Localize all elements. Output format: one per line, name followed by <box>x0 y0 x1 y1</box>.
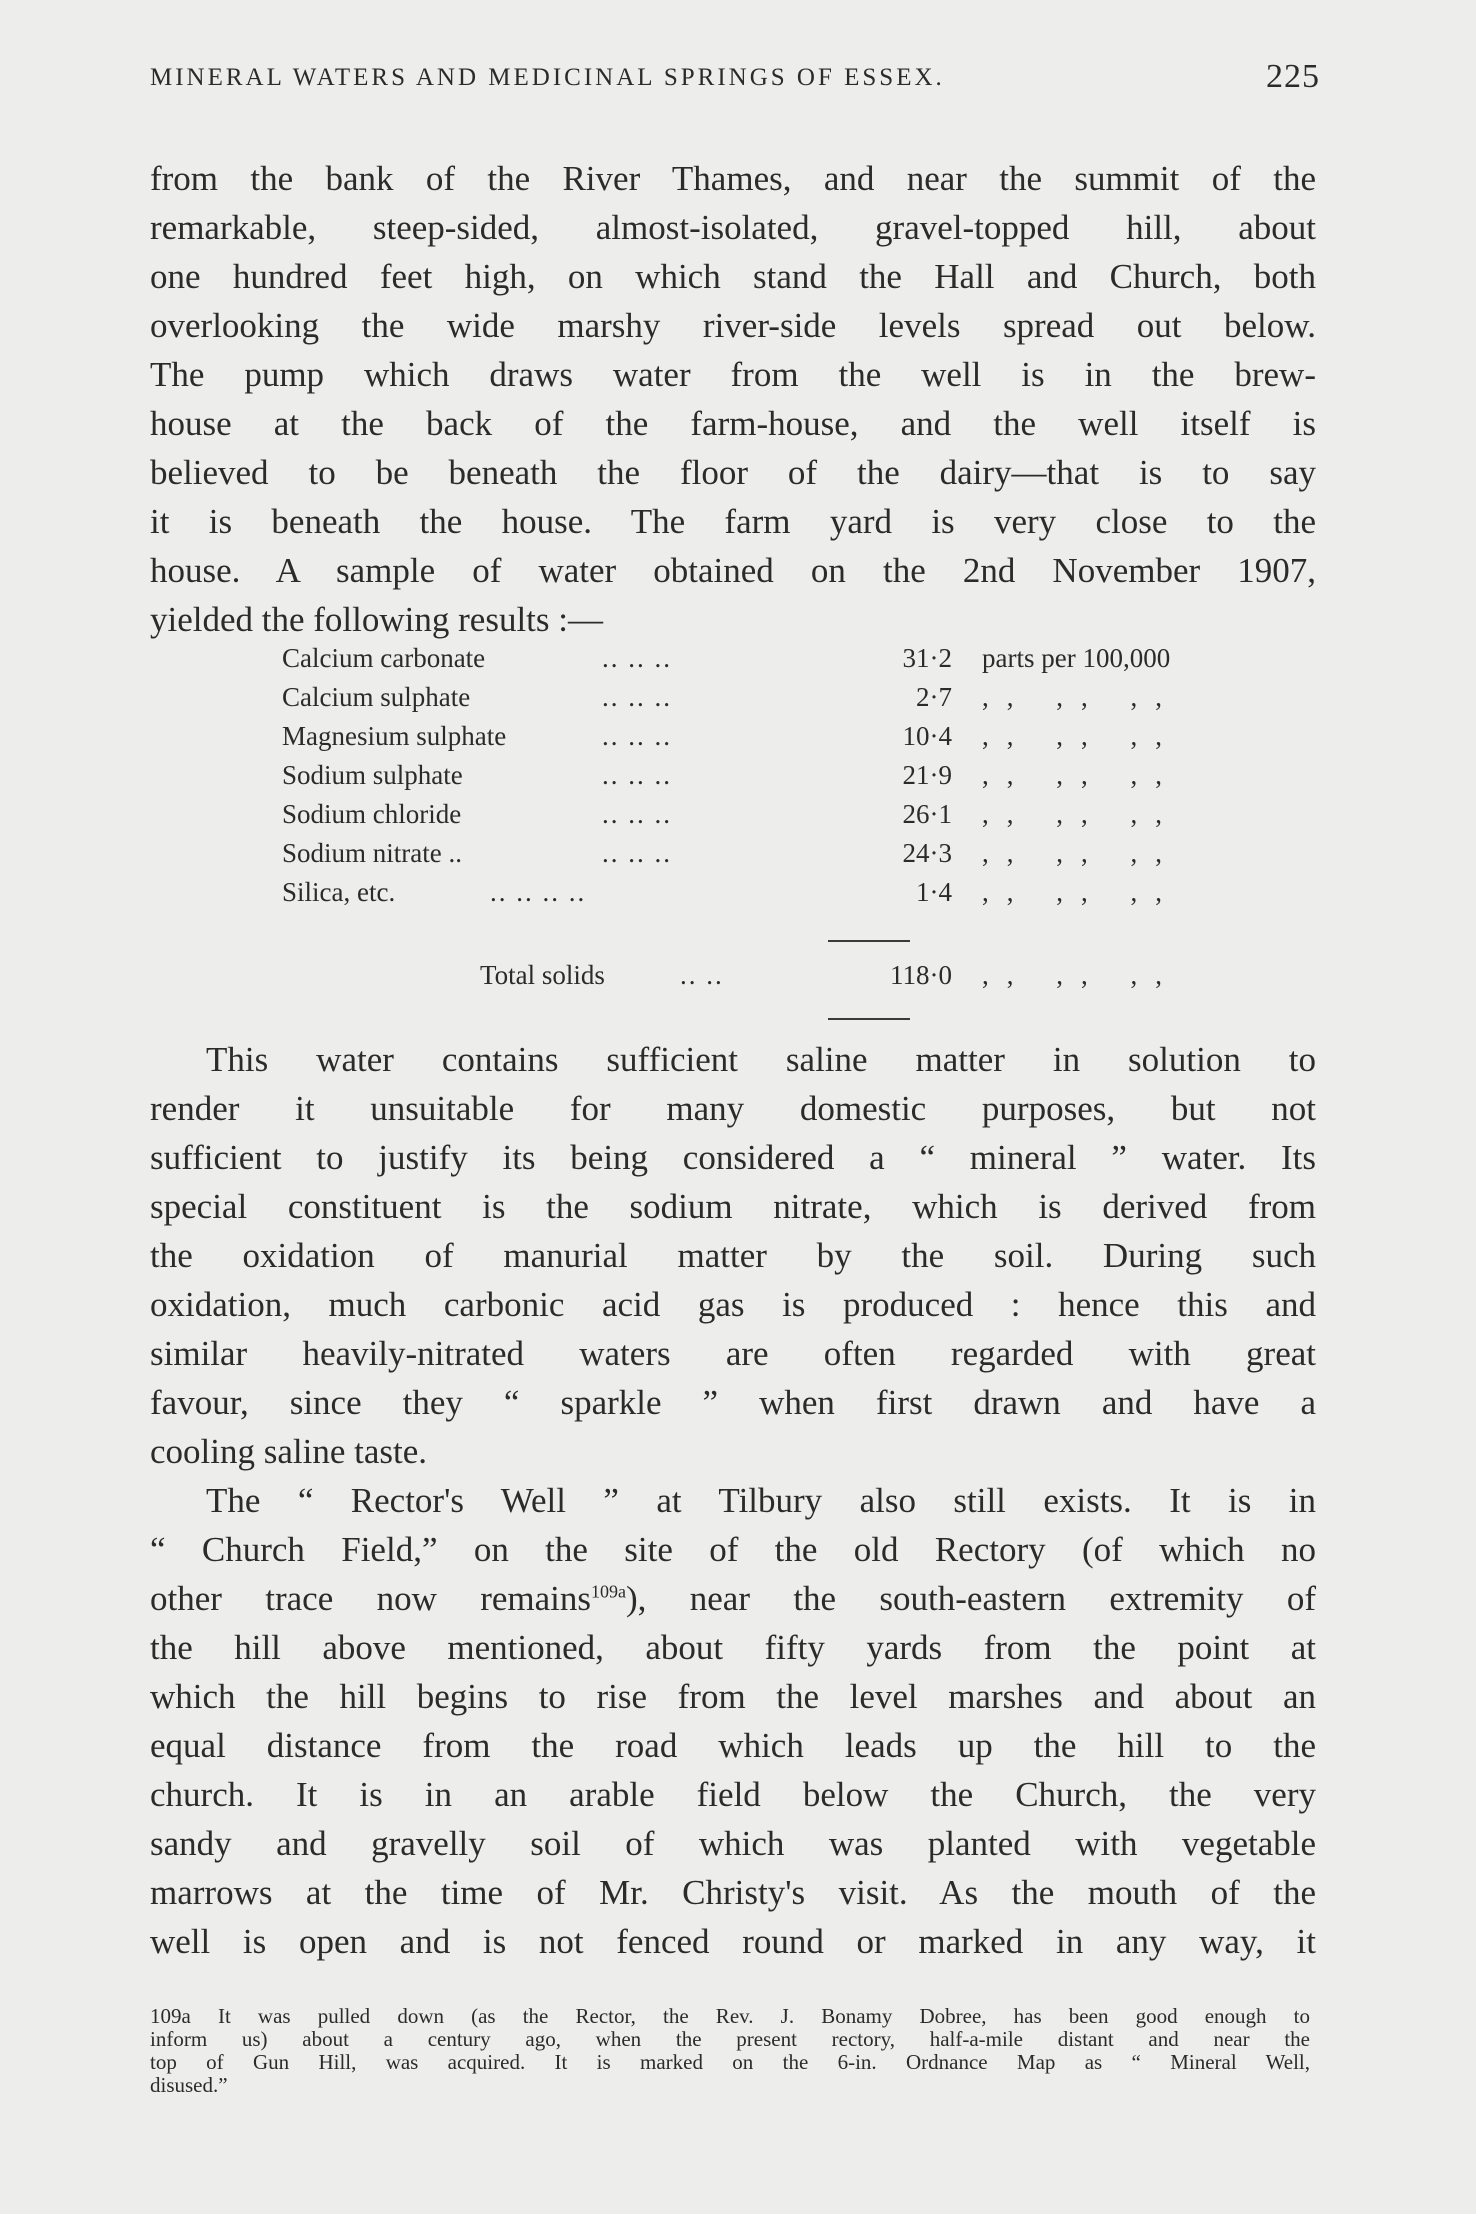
constituent-value: 21·9 <box>902 760 952 790</box>
total-value: 118·0 <box>890 960 952 990</box>
text-line: the oxidation of manurial matter by the soil. During such <box>150 1236 1316 1275</box>
text-line: it is beneath the house. The farm yard is very close to the <box>150 502 1316 541</box>
constituent-value: 26·1 <box>902 799 952 829</box>
text-line: equal distance from the road which leads up the hill to the <box>150 1726 1316 1765</box>
constituent-name: Silica, etc. <box>282 877 396 907</box>
ditto-marks: ,, ,, ,, <box>982 960 1180 990</box>
constituent-name: Sodium chloride <box>282 799 462 829</box>
ditto-marks: ,, ,, ,, <box>982 838 1180 868</box>
constituent-name: Calcium carbonate <box>282 643 486 673</box>
ditto-marks: ,, ,, ,, <box>982 877 1180 907</box>
text-line: the hill above mentioned, about fifty yards from the point at <box>150 1628 1316 1667</box>
leader-dots: .. .. .. <box>602 799 672 829</box>
paragraph-2 <box>150 1035 1316 1476</box>
running-title: MINERAL WATERS AND MEDICINAL SPRINGS OF ESSEX. <box>150 64 945 91</box>
ditto-marks: ,, ,, ,, <box>982 721 1180 751</box>
leader-dots: .. .. .. <box>602 760 672 790</box>
text-line: yielded the following results :— <box>150 600 603 639</box>
footnote-line: disused.” <box>150 2073 228 2097</box>
page-number: 225 <box>1266 58 1320 95</box>
text-line: “ Church Field,” on the site of the old Rectory (of which no <box>150 1530 1316 1569</box>
constituent-value: 31·2 <box>902 643 952 673</box>
text-line: house at the back of the farm-house, and the well itself is <box>150 404 1316 443</box>
text-line <box>150 1574 1316 1623</box>
constituent-name: Sodium nitrate .. <box>282 838 462 868</box>
constituent-name: Sodium sulphate <box>282 760 463 790</box>
text-line: from the bank of the River Thames, and near the summit of the <box>150 159 1316 198</box>
text-line: remarkable, steep-sided, almost-isolated, gravel-topped hill, about <box>150 208 1316 247</box>
text-fragment: other trace now remains <box>150 1579 591 1618</box>
paragraph-1 <box>150 154 1316 644</box>
footnote-line: top of Gun Hill, was acquired. It is marked on the 6-in. Ordnance Map as “ Mineral Well, <box>150 2050 1310 2074</box>
text-line: sufficient to justify its being considered a “ mineral ” water. Its <box>150 1138 1316 1177</box>
text-line: church. It is in an arable field below the Church, the very <box>150 1775 1316 1814</box>
text-line: oxidation, much carbonic acid gas is produced : hence this and <box>150 1285 1316 1324</box>
constituent-value: 1·4 <box>916 877 952 907</box>
constituent-value: 24·3 <box>902 838 952 868</box>
text-line: This water contains sufficient saline matter in solution to <box>206 1040 1316 1079</box>
text-line: well is open and is not fenced round or marked in any way, it <box>150 1922 1316 1961</box>
constituent-value: 10·4 <box>902 721 952 751</box>
constituent-name: Magnesium sulphate <box>282 721 507 751</box>
total-row <box>480 960 1180 991</box>
text-line: marrows at the time of Mr. Christy's visit. As the mouth of the <box>150 1873 1316 1912</box>
text-line: sandy and gravelly soil of which was planted with vegetable <box>150 1824 1316 1863</box>
total-rule <box>828 1018 910 1020</box>
leader-dots: .. .. .. <box>602 838 672 868</box>
text-line: The “ Rector's Well ” at Tilbury also still exists. It is in <box>206 1481 1316 1520</box>
paragraph-3 <box>150 1476 1316 1966</box>
leader-dots: .. .. <box>680 960 724 990</box>
total-label: Total solids <box>480 960 605 990</box>
text-line: favour, since they “ sparkle ” when first drawn and have a <box>150 1383 1316 1422</box>
leader-dots: .. .. .. <box>602 643 672 673</box>
ditto-marks: ,, ,, ,, <box>982 799 1180 829</box>
text-line: house. A sample of water obtained on the 2nd November 1907, <box>150 551 1316 590</box>
text-fragment: ), near the south-eastern extremity of <box>626 1579 1316 1618</box>
ditto-marks: ,, ,, ,, <box>982 682 1180 712</box>
leader-dots: .. .. .. <box>602 721 672 751</box>
footnote-line: inform us) about a century ago, when the present rectory, half-a-mile distant and near the <box>150 2027 1310 2051</box>
text-line: overlooking the wide marshy river-side levels spread out below. <box>150 306 1316 345</box>
footnote-ref: 109a <box>591 1581 626 1602</box>
running-head <box>150 58 1320 95</box>
text-line: special constituent is the sodium nitrate, which is derived from <box>150 1187 1316 1226</box>
unit-label: parts per 100,000 <box>982 643 1171 673</box>
constituent-value: 2·7 <box>916 682 952 712</box>
sum-rule <box>828 940 910 942</box>
footnote <box>150 2005 1310 2097</box>
text-line: which the hill begins to rise from the level marshes and about an <box>150 1677 1316 1716</box>
text-line: The pump which draws water from the well is in the brew- <box>150 355 1316 394</box>
text-line: one hundred feet high, on which stand the Hall and Church, both <box>150 257 1316 296</box>
text-line: render it unsuitable for many domestic purposes, but not <box>150 1089 1316 1128</box>
leader-dots: .. .. .. .. <box>490 877 587 907</box>
footnote-line: 109a It was pulled down (as the Rector, the Rev. J. Bonamy Dobree, has been good enough to <box>150 2004 1310 2028</box>
leader-dots: .. .. .. <box>602 682 672 712</box>
text-line: cooling saline taste. <box>150 1432 428 1471</box>
ditto-marks: ,, ,, ,, <box>982 760 1180 790</box>
constituent-name: Calcium sulphate <box>282 682 471 712</box>
text-line: believed to be beneath the floor of the dairy—that is to say <box>150 453 1316 492</box>
text-line: similar heavily-nitrated waters are often regarded with great <box>150 1334 1316 1373</box>
